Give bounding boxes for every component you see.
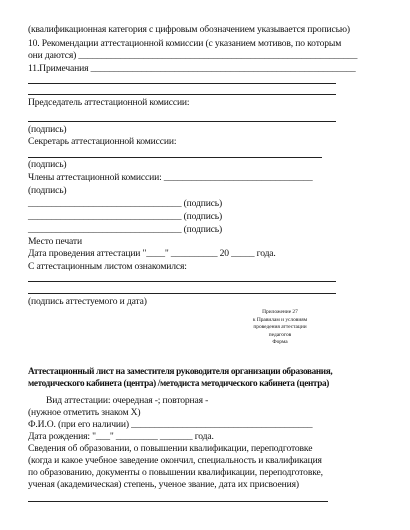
appendix-rules: к Правилам и условиям — [252, 316, 308, 323]
document-title: Аттестационный лист на заместителя руководителя организации образования, — [28, 366, 333, 376]
qualification-category-note: (квалификационная категория с цифровым обозначением указывается прописью) — [28, 24, 350, 35]
member-signature-line: _________________________________ (подпись) — [28, 211, 223, 222]
item-10-recommendations: 10. Рекомендации аттестационной комиссии (с указанием мотивов, по которым — [28, 38, 342, 49]
blank-line — [28, 501, 328, 502]
appendix-rules-cont: проведения аттестации — [253, 324, 307, 331]
signature-line — [28, 121, 336, 122]
appendix-subject: педагогов — [268, 331, 292, 338]
document-title-continued: методического кабинета (центра) /методиста методического кабинета (центра) — [28, 378, 329, 388]
blank-line — [28, 293, 336, 294]
appendix-form-label: Форма — [272, 339, 288, 346]
education-info-line-3: по образованию, документы о повышении квалификации, переподготовке, — [28, 467, 323, 478]
attestee-signature-caption: (подпись аттестуемого и дата) — [28, 296, 147, 307]
signature-caption: (подпись) — [28, 124, 67, 135]
chairman-label: Председатель аттестационной комиссии: — [28, 97, 190, 108]
attestation-type: Вид аттестации: очередная -; повторная - — [46, 395, 209, 406]
appendix-block — [230, 309, 330, 347]
stamp-place: Место печати — [28, 236, 82, 247]
attestation-date: Дата проведения аттестации "____" __________ 20 _____ года. — [28, 248, 276, 259]
blank-line — [28, 94, 336, 95]
attestation-type-hint: (нужное отметить знаком Х) — [28, 407, 141, 418]
blank-line — [28, 83, 336, 84]
item-10-continued: они даются) ____________________________________________________________ — [28, 50, 358, 61]
signature-line — [28, 157, 322, 158]
education-info-line-2: (когда и какое учебное заведение окончил, специальность и квалификация — [28, 455, 322, 466]
member-signature-line: _________________________________ (подпись) — [28, 224, 223, 235]
item-11-notes: 11.Примечания _________________________________________________________ — [28, 63, 356, 74]
secretary-label: Секретарь аттестационной комиссии: — [28, 136, 177, 147]
education-info: Сведения об образовании, о повышении квалификации, переподготовке — [28, 443, 313, 454]
member-signature-line: _________________________________ (подпись) — [28, 198, 223, 209]
appendix-number: Приложение 27 — [262, 309, 298, 315]
signature-caption: (подпись) — [28, 159, 67, 170]
members-label: Члены аттестационной комиссии: ________________________________ — [28, 172, 313, 183]
full-name-field: Ф.И.О. (при его наличии) _______________________________________ — [28, 419, 313, 430]
birth-date-field: Дата рождения: "___" _________ _______ года. — [28, 431, 214, 442]
education-info-line-4: ученая (академическая) степень, ученое звание, дата их присвоения) — [28, 479, 299, 490]
signature-caption: (подпись) — [28, 185, 67, 196]
acquainted-label: С аттестационным листом ознакомился: — [28, 261, 187, 272]
blank-line — [28, 281, 336, 282]
